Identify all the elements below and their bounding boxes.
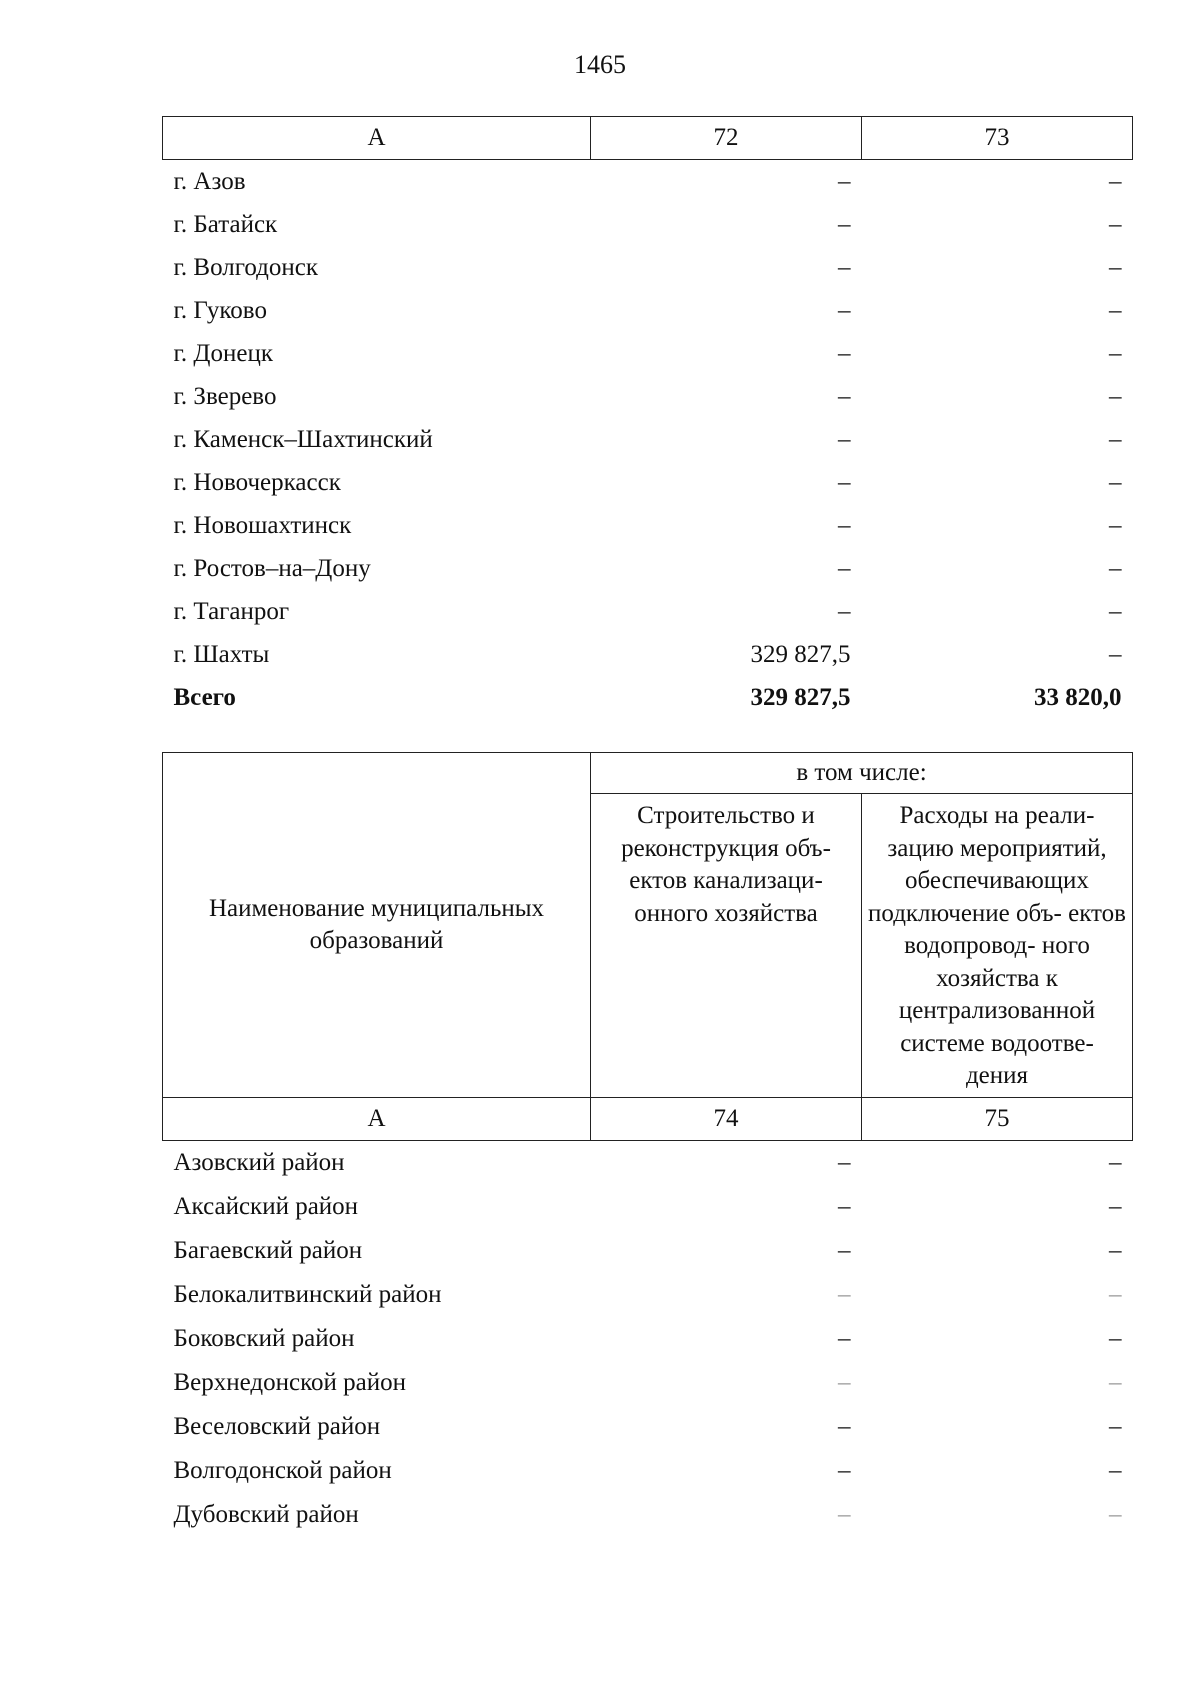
cell-74: – — [838, 1280, 851, 1308]
column-header-72: 72 — [591, 117, 862, 160]
table-row — [163, 203, 1133, 246]
table-row — [163, 332, 1133, 375]
table-row — [163, 1361, 1133, 1405]
row-name: г. Гуково — [173, 296, 267, 324]
cell-73: – — [1109, 167, 1122, 195]
total-label: Всего — [173, 683, 236, 711]
table-row — [163, 246, 1133, 289]
row-name: г. Таганрог — [173, 597, 290, 625]
column-index-row — [163, 1097, 1133, 1140]
cell-72: – — [838, 339, 851, 367]
table-bottom — [162, 752, 1133, 1537]
row-name: Аксайский район — [173, 1192, 359, 1220]
cell-72: – — [838, 554, 851, 582]
cell-73: – — [1109, 339, 1122, 367]
cell-73: – — [1109, 640, 1122, 668]
column-header-73: 73 — [862, 117, 1133, 160]
cell-74: – — [838, 1324, 851, 1352]
row-name: Дубовский район — [173, 1500, 359, 1528]
cell-75: – — [1109, 1148, 1122, 1176]
cell-72: – — [838, 597, 851, 625]
row-name: г. Донецк — [173, 339, 273, 367]
row-name: Боковский район — [173, 1324, 355, 1352]
row-name: г. Новошахтинск — [173, 511, 352, 539]
row-name: Белокалитвинский район — [173, 1280, 442, 1308]
row-name: Верхнедонской район — [173, 1368, 406, 1396]
cell-74: – — [838, 1456, 851, 1484]
column-header-a: А — [163, 117, 591, 160]
page-number: 1465 — [574, 50, 626, 79]
column-74-description: Строительство и реконструкция объ- ектов канализаци- онного хозяйства — [591, 794, 862, 1098]
table-row — [163, 1185, 1133, 1229]
row-name: г. Новочеркасск — [173, 468, 341, 496]
cell-75: – — [1109, 1324, 1122, 1352]
cell-72: – — [838, 425, 851, 453]
group-header-row — [163, 753, 1133, 794]
row-name: г. Волгодонск — [173, 253, 319, 281]
column-index-75: 75 — [862, 1097, 1133, 1140]
cell-72: – — [838, 253, 851, 281]
cell-75: – — [1109, 1456, 1122, 1484]
including-header: в том числе: — [591, 753, 1133, 794]
cell-75: – — [1109, 1412, 1122, 1440]
table-row — [163, 1229, 1133, 1273]
row-name: г. Азов — [173, 167, 246, 195]
cell-74: – — [838, 1236, 851, 1264]
cell-73: – — [1109, 253, 1122, 281]
row-name: Багаевский район — [173, 1236, 363, 1264]
cell-75: – — [1109, 1280, 1122, 1308]
table-row — [163, 375, 1133, 418]
cell-72: – — [838, 468, 851, 496]
total-72: 329 827,5 — [750, 683, 851, 711]
cell-72: – — [838, 511, 851, 539]
table-row — [163, 289, 1133, 332]
cell-73: – — [1109, 425, 1122, 453]
table-row — [163, 547, 1133, 590]
table-row — [163, 633, 1133, 676]
total-73: 33 820,0 — [1034, 683, 1122, 711]
cell-73: – — [1109, 511, 1122, 539]
cell-74: – — [838, 1368, 851, 1396]
cell-72: – — [838, 296, 851, 324]
column-index-a: А — [163, 1097, 591, 1140]
row-name: Волгодонской район — [173, 1456, 392, 1484]
cell-75: – — [1109, 1236, 1122, 1264]
table-row — [163, 461, 1133, 504]
cell-73: – — [1109, 210, 1122, 238]
row-name: г. Каменск–Шахтинский — [173, 425, 433, 453]
column-75-description: Расходы на реали- зацию мероприятий, обеспечивающих подключение объ- ектов водопровод- ного хозяйства к централизованной системе водоотве- дения — [862, 794, 1133, 1098]
cell-72: 329 827,5 — [750, 640, 851, 668]
cell-72: – — [838, 382, 851, 410]
row-name: г. Шахты — [173, 640, 270, 668]
row-name: г. Ростов–на–Дону — [173, 554, 371, 582]
table-row — [163, 1405, 1133, 1449]
table-row — [163, 1493, 1133, 1537]
table-row — [163, 160, 1133, 204]
table-row — [163, 1273, 1133, 1317]
cell-75: – — [1109, 1192, 1122, 1220]
table-row — [163, 1317, 1133, 1361]
cell-72: – — [838, 167, 851, 195]
table-header-row — [163, 117, 1133, 160]
row-name: г. Зверево — [173, 382, 277, 410]
municipality-name-header: Наименование муниципальных образований — [163, 753, 591, 1098]
cell-74: – — [838, 1192, 851, 1220]
total-row — [163, 676, 1133, 719]
table-row — [163, 418, 1133, 461]
cell-73: – — [1109, 468, 1122, 496]
table-row — [163, 1449, 1133, 1493]
cell-73: – — [1109, 382, 1122, 410]
row-name: г. Батайск — [173, 210, 278, 238]
table-top — [162, 116, 1133, 719]
table-row — [163, 1140, 1133, 1185]
cell-75: – — [1109, 1500, 1122, 1528]
table-row — [163, 590, 1133, 633]
cell-75: – — [1109, 1368, 1122, 1396]
column-index-74: 74 — [591, 1097, 862, 1140]
cell-74: – — [838, 1412, 851, 1440]
row-name: Азовский район — [173, 1148, 345, 1176]
cell-74: – — [838, 1148, 851, 1176]
table-row — [163, 504, 1133, 547]
cell-73: – — [1109, 296, 1122, 324]
cell-73: – — [1109, 597, 1122, 625]
cell-73: – — [1109, 554, 1122, 582]
cell-72: – — [838, 210, 851, 238]
row-name: Веселовский район — [173, 1412, 381, 1440]
cell-74: – — [838, 1500, 851, 1528]
